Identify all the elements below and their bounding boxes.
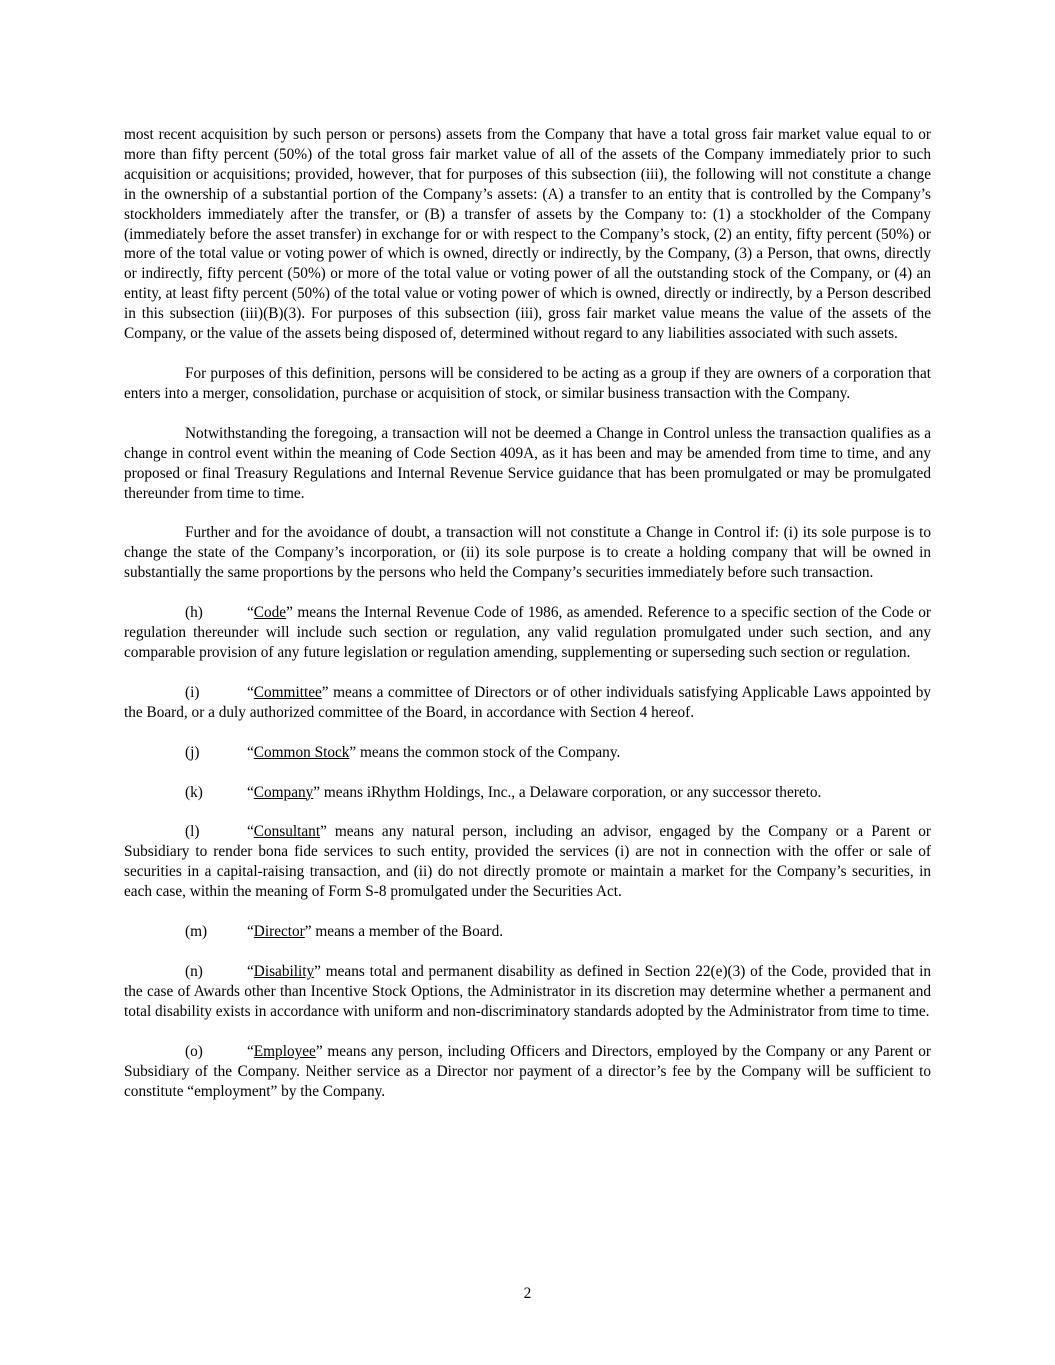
- defined-term: Common Stock: [253, 743, 350, 761]
- definition-number: (n): [185, 963, 203, 980]
- definition-common-stock: [124, 743, 931, 763]
- defined-term: Committee: [253, 683, 322, 701]
- definition-code: [124, 603, 931, 663]
- definition-text: ” means a committee of Directors or of other individuals satisfying Applicable Laws appointed by the Board, or a duly authorized committee of the Board, in accordance with Section 4 hereof.: [124, 683, 931, 721]
- definition-text: ” means the common stock of the Company.: [349, 743, 621, 761]
- open-quote: “: [247, 963, 254, 980]
- definition-number: (m): [185, 923, 208, 941]
- open-quote: “: [247, 823, 254, 841]
- definition-committee: [124, 683, 931, 723]
- definition-text: ” means total and permanent disability as defined in Section 22(e)(3) of the Code, provided that in the case of Awards other than Incentive Stock Options, the Administrator in its discretion may determine whether a permanent and total disability exists in accordance with uniform and non-discriminatory standards adopted by the Administrator from time to time.: [124, 963, 931, 1020]
- defined-term: Consultant: [253, 823, 321, 841]
- open-quote: “: [247, 683, 254, 701]
- definition-disability: [124, 962, 931, 1022]
- defined-term: Employee: [253, 1042, 316, 1060]
- defined-term: Company: [253, 783, 314, 801]
- open-quote: “: [247, 783, 254, 801]
- definition-company: [124, 783, 931, 803]
- paragraph-409a: Notwithstanding the foregoing, a transaction will not be deemed a Change in Control unless the transaction qualifies as a change in control event within the meaning of Code Section 409A, as it has been and may be amended from time to time, and any proposed or final Treasury Regulations and Internal Revenue Service guidance that has been promulgated or may be promulgated thereunder from time to time.: [124, 424, 931, 502]
- paragraph-group-definition: For purposes of this definition, persons will be considered to be acting as a group if they are owners of a corporation that enters into a merger, consolidation, purchase or acquisition of stock, or similar business transaction with the Company.: [124, 364, 931, 402]
- paragraph-avoidance-of-doubt: Further and for the avoidance of doubt, a transaction will not constitute a Change in Control if: (i) its sole purpose is to change the state of the Company’s incorporation, or (ii) its sole purpose is to create a holding company that will be owned in substantially the same proportions by the persons who held the Company’s securities immediately before such transaction.: [124, 524, 931, 582]
- definition-consultant: [124, 822, 931, 902]
- open-quote: “: [247, 923, 254, 941]
- definition-number: (l): [185, 823, 200, 841]
- definition-text: ” means any person, including Officers and Directors, employed by the Company or any Parent or Subsidiary of the Company. Neither service as a Director nor payment of a director’s fee by the Company will be sufficient to constitute “employment” by the Company.: [124, 1042, 931, 1100]
- open-quote: “: [247, 604, 254, 622]
- definition-text: ” means the Internal Revenue Code of 1986, as amended. Reference to a specific section of the Code or regulation thereunder will include such section or regulation, any valid regulation promulgated under such section, and any comparable provision of any future legislation or regulation amending, supplementing or superseding such section or regulation.: [124, 604, 931, 661]
- definition-text: ” means any natural person, including an advisor, engaged by the Company or a Parent or Subsidiary to render bona fide services to such entity, provided the services (i) are not in connection with the offer or sale of securities in a capital-raising transaction, and (ii) do not directly promote or maintain a market for the Company’s securities, in each case, within the meaning of Form S-8 promulgated under the Securities Act.: [124, 823, 931, 901]
- definition-number: (i): [185, 683, 200, 701]
- defined-term: Director: [253, 923, 305, 941]
- defined-term: Code: [253, 604, 287, 622]
- definition-number: (h): [185, 604, 203, 622]
- definition-employee: [124, 1042, 931, 1102]
- defined-term: Disability: [253, 963, 315, 980]
- definition-number: (k): [185, 783, 203, 801]
- paragraph-asset-transfer: most recent acquisition by such person or persons) assets from the Company that have a total gross fair market value equal to or more than fifty percent (50%) of the total gross fair market value of all of the assets of the Company immediately prior to such acquisition or acquisitions; provided, however, that for purposes of this subsection (iii), the following will not constitute a change in the ownership of a substantial portion of the Company’s assets: (A) a transfer to an entity that is controlled by the Company’s stockholders immediately after the transfer, or (B) a transfer of assets by the Company to: (1) a stockholder of the Company (immediately before the asset transfer) in exchange for or with respect to the Company’s stock, (2) an entity, fifty percent (50%) or more of the total value or voting power of which is owned, directly or indirectly, by the Company, (3) a Person, that owns, directly or indirectly, fifty percent (50%) or more of the total value or voting power of all the outstanding stock of the Company, or (4) an entity, at least fifty percent (50%) of the total value or voting power of which is owned, directly or indirectly, by a Person described in this subsection (iii)(B)(3). For purposes of this subsection (iii), gross fair market value means the value of the assets of the Company, or the value of the assets being disposed of, determined without regard to any liabilities associated with such assets.: [124, 126, 931, 343]
- definition-text: ” means a member of the Board.: [304, 923, 504, 941]
- open-quote: “: [247, 1042, 254, 1060]
- definition-director: [124, 922, 931, 942]
- definition-number: (j): [185, 743, 200, 761]
- definition-number: (o): [185, 1042, 203, 1060]
- document-body: [124, 125, 931, 1121]
- open-quote: “: [247, 743, 254, 761]
- definition-text: ” means iRhythm Holdings, Inc., a Delaware corporation, or any successor thereto.: [313, 783, 822, 801]
- page-number: 2: [523, 1285, 532, 1302]
